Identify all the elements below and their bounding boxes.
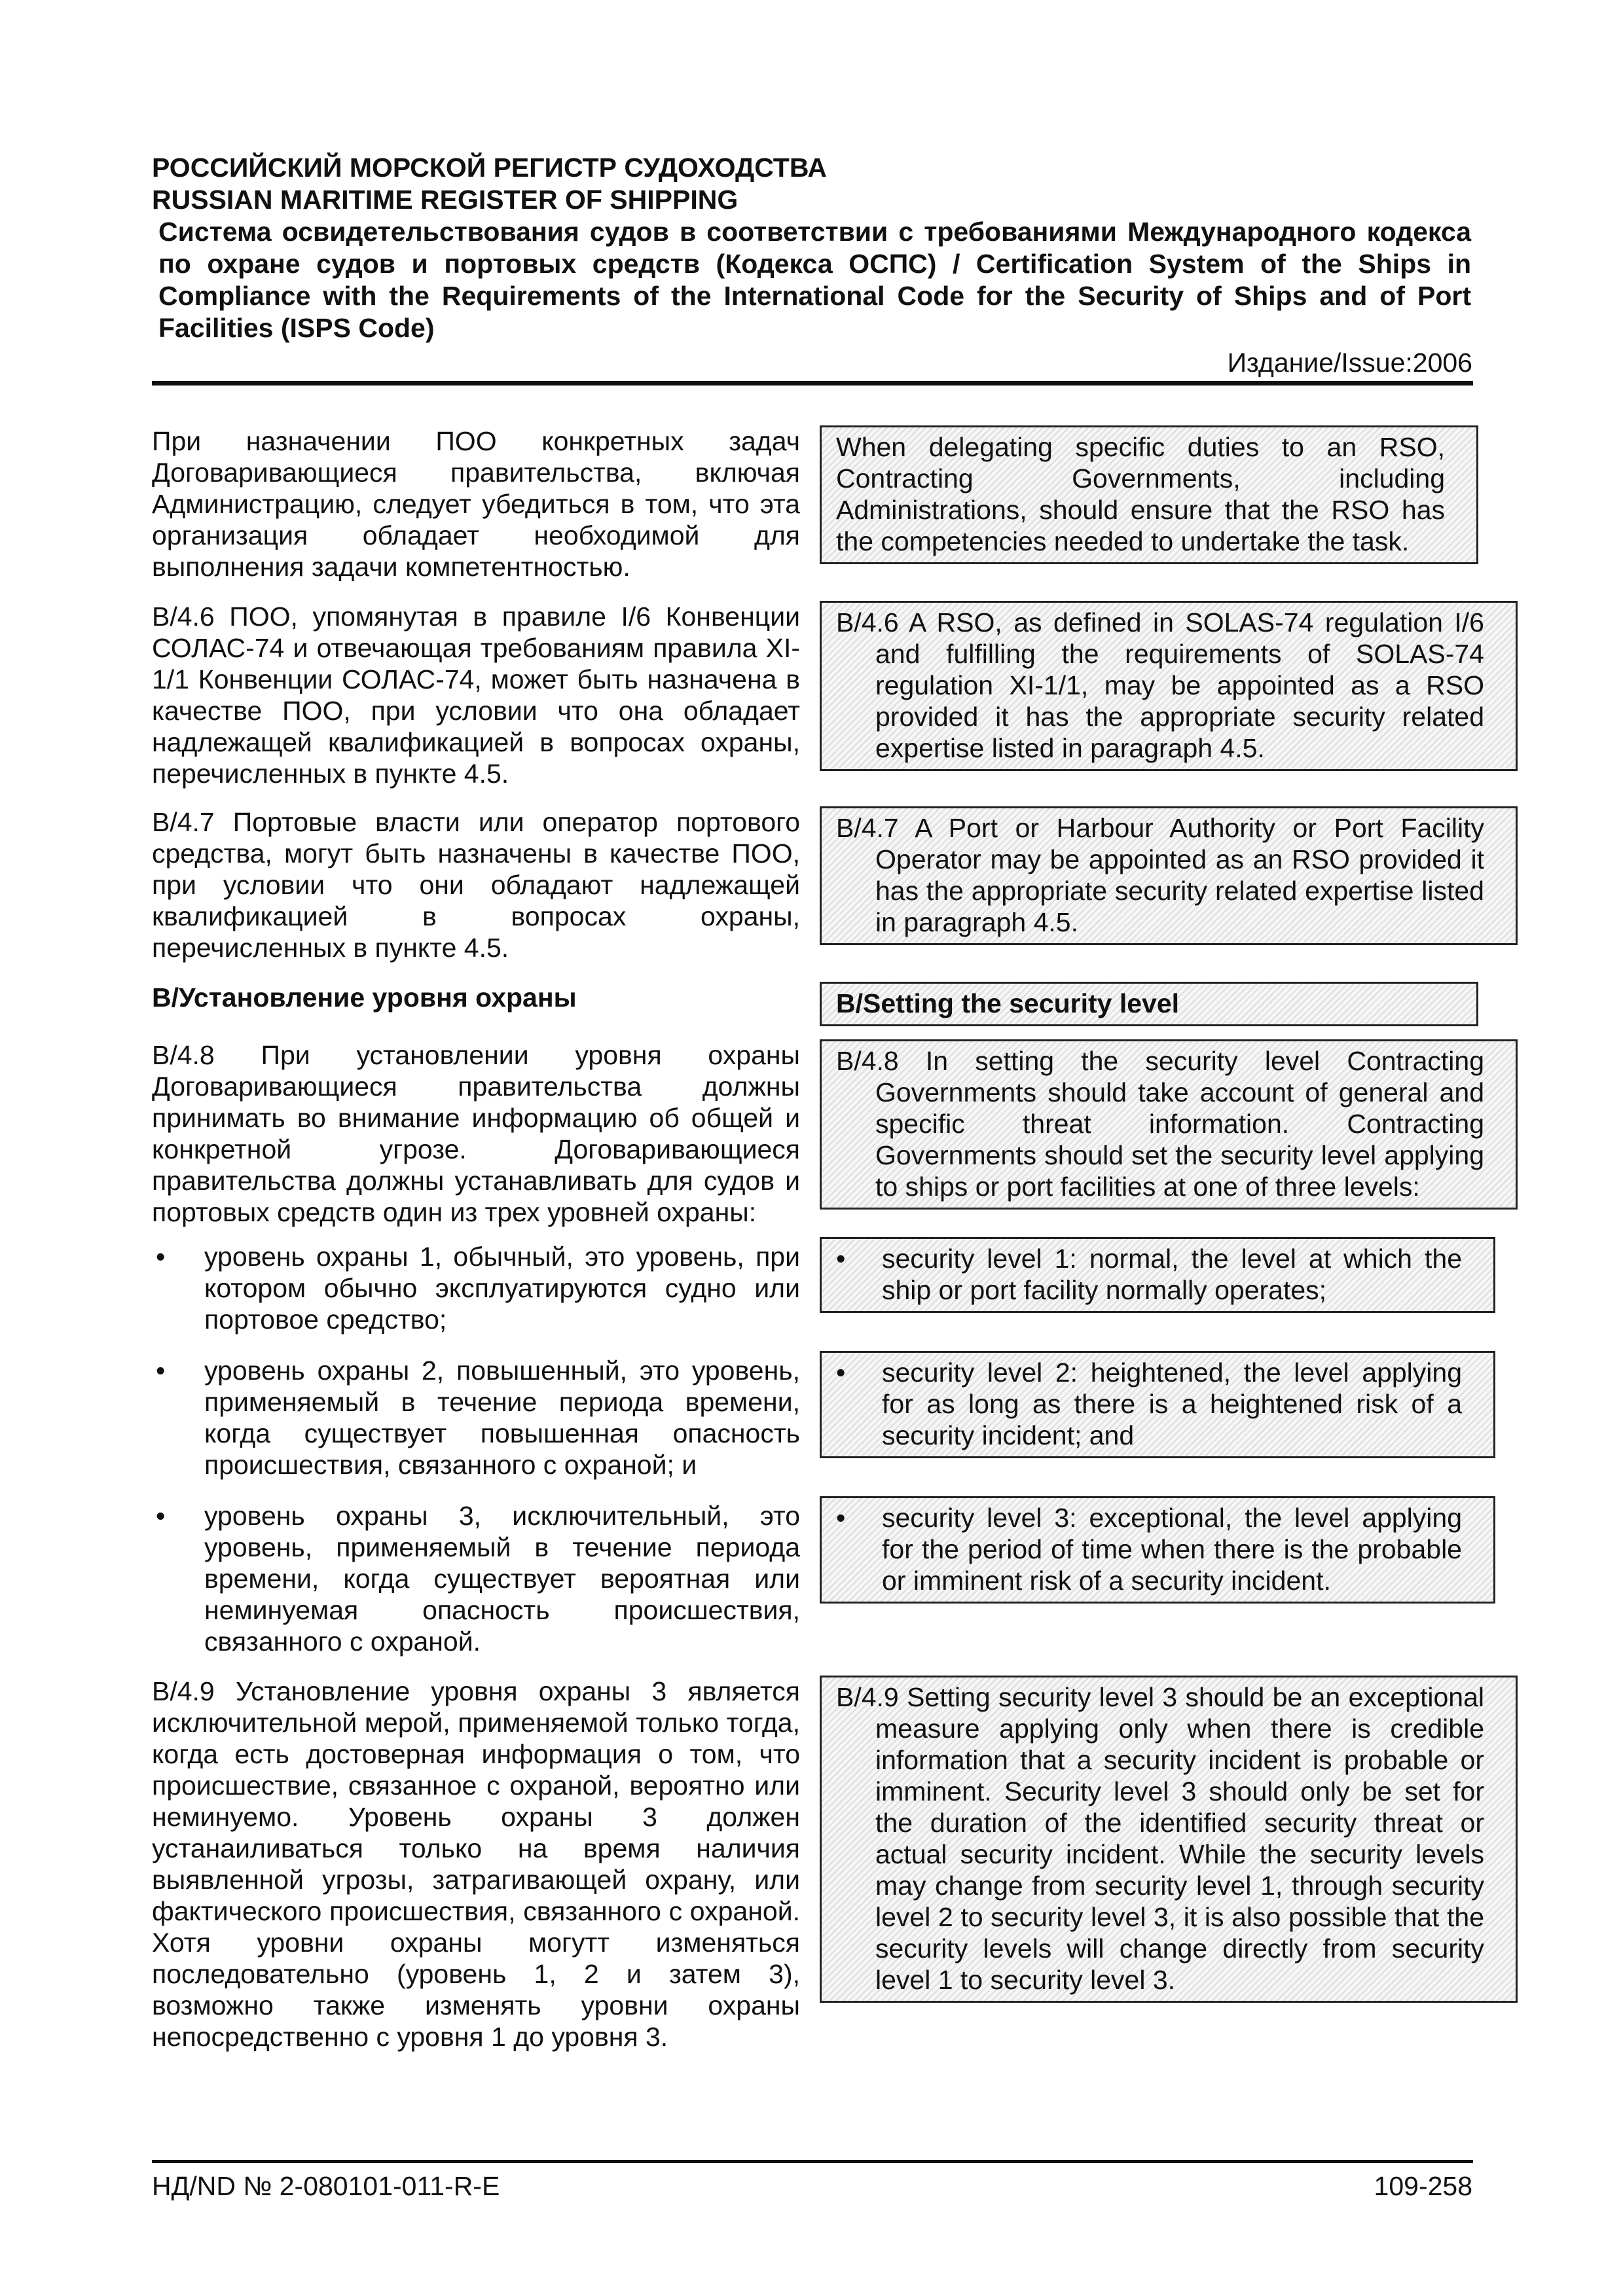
issue-label: Издание/Issue:2006	[1227, 348, 1472, 378]
bullet-en-level-1	[820, 1237, 1495, 1313]
heading-ru-security-level: В/Установление уровня охраны	[152, 982, 577, 1013]
bullet-text: security level 2: heightened, the level applying for as long as there is a heightened risk of a security incident; and	[882, 1357, 1462, 1450]
bullet-marker: •	[156, 1242, 166, 1272]
bullet-ru-level-1	[152, 1241, 800, 1335]
paragraph-ru-b4-7: В/4.7 Портовые власти или оператор портового средства, могут быть назначены в качестве ПОО, при условии что они обладают надлежащей квалификацией в вопросах охраны, перечисленных в пункте 4.5.	[152, 807, 800, 963]
bullet-text: уровень охраны 2, повышенный, это уровень, применяемый в течение периода времени, когда существует повышенная опасность происшествия, связанного с охраной; и	[204, 1355, 800, 1480]
certification-system-title: Система освидетельствования судов в соответствии с требованиями Международного кодекса по охране судов и портовых средств (Кодекса ОСПС) / Certification System of the Ships in Compliance with the Requirements of the International Code for the Security of Ships and of Port Facilities (ISPS Code)	[158, 217, 1471, 343]
page-number: 109-258	[1374, 2171, 1472, 2201]
bullet-marker: •	[836, 1244, 846, 1274]
heading-en-security-level: B/Setting the security level	[820, 982, 1478, 1026]
document-number: НД/ND № 2-080101-011-R-E	[152, 2171, 500, 2201]
bullet-marker: •	[836, 1357, 846, 1388]
bullet-marker: •	[156, 1501, 166, 1531]
paragraph-ru-b4-6: В/4.6 ПОО, упомянутая в правиле I/6 Конвенции СОЛАС-74 и отвечающая требованиям правила XI-1/1 Конвенции СОЛАС-74, может быть назначена в качестве ПОО, при условии что она обладает надлежащей квалификацией в вопросах охраны, перечисленных в пункте 4.5.	[152, 601, 800, 789]
paragraph-en-b4-7: B/4.7 A Port or Harbour Authority or Port Facility Operator may be appointed as an RSO provided it has the appropriate security related expertise listed in paragraph 4.5.	[820, 806, 1518, 945]
bullet-en-level-2	[820, 1351, 1495, 1458]
bullet-text: уровень охраны 3, исключительный, это уровень, применяемый в течение периода времени, когда существует вероятная или неминуемая опасность происшествия, связанного с охраной.	[204, 1501, 800, 1657]
paragraph-ru-b4-9: В/4.9 Установление уровня охраны 3 является исключительной мерой, применяемой только тогда, когда есть достоверная информация о том, что происшествие, связанное с охраной, вероятно или неминуемо. Уровень охраны 3 должен устанаиливаться только на время наличия выявленной угрозы, затрагивающей охрану, или фактического происшествия, связанного с охраной. Хотя уровни охраны могутт изменяться последовательно (уровень 1, 2 и затем 3), возможно также изменять уровни охраны непосредственно с уровня 1 до уровня 3.	[152, 1676, 800, 2052]
bullet-en-level-3	[820, 1496, 1495, 1604]
register-title-ru: РОССИЙСКИЙ МОРСКОЙ РЕГИСТР СУДОХОДСТВА	[152, 152, 828, 183]
paragraph-en-b4-8: B/4.8 In setting the security level Contracting Governments should take account of general and specific threat information. Contracting Governments should set the security level applying to ships or port facilities at one of three levels:	[820, 1039, 1518, 1210]
bullet-text: security level 1: normal, the level at which the ship or port facility normally operates;	[882, 1244, 1462, 1305]
paragraph-en-rso-delegation: When delegating specific duties to an RSO, Contracting Governments, including Administrations, should ensure that the RSO has the competencies needed to undertake the task.	[820, 425, 1478, 564]
register-title-en: RUSSIAN MARITIME REGISTER OF SHIPPING	[152, 185, 739, 215]
paragraph-ru-b4-8: В/4.8 При установлении уровня охраны Договаривающиеся правительства должны принимать во внимание информацию об общей и конкретной угрозе. Договаривающиеся правительства должны устанавливать для судов и портовых средств один из трех уровней охраны:	[152, 1040, 800, 1227]
footer-rule	[152, 2160, 1473, 2163]
bullet-text: security level 3: exceptional, the level applying for the period of time when there is the probable or imminent risk of a security incident.	[882, 1503, 1462, 1596]
paragraph-en-b4-9: B/4.9 Setting security level 3 should be an exceptional measure applying only when there is credible information that a security incident is probable or imminent. Security level 3 should only be set for the duration of the identified security threat or actual security incident. While the security levels may change from security level 1, through security level 2 to security level 3, it is also possible that the security levels will change directly from security level 1 to security level 3.	[820, 1676, 1518, 2003]
paragraph-ru-rso-delegation: При назначении ПОО конкретных задач Договаривающиеся правительства, включая Администрацию, следует убедиться в том, что эта организация обладает необходимой для выполнения задачи компетентностью.	[152, 426, 800, 582]
header-rule	[152, 381, 1473, 386]
paragraph-en-b4-6: B/4.6 A RSO, as defined in SOLAS-74 regulation I/6 and fulfilling the requirements of SOLAS-74 regulation XI-1/1, may be appointed as a RSO provided it has the appropriate security related expertise listed in paragraph 4.5.	[820, 601, 1518, 771]
document-header	[152, 152, 1474, 344]
bullet-marker: •	[836, 1503, 846, 1533]
bullet-text: уровень охраны 1, обычный, это уровень, при котором обычно эксплуатируются судно или портовое средство;	[204, 1242, 800, 1335]
bullet-marker: •	[156, 1355, 166, 1386]
bullet-ru-level-2	[152, 1355, 800, 1480]
bullet-ru-level-3	[152, 1500, 800, 1657]
